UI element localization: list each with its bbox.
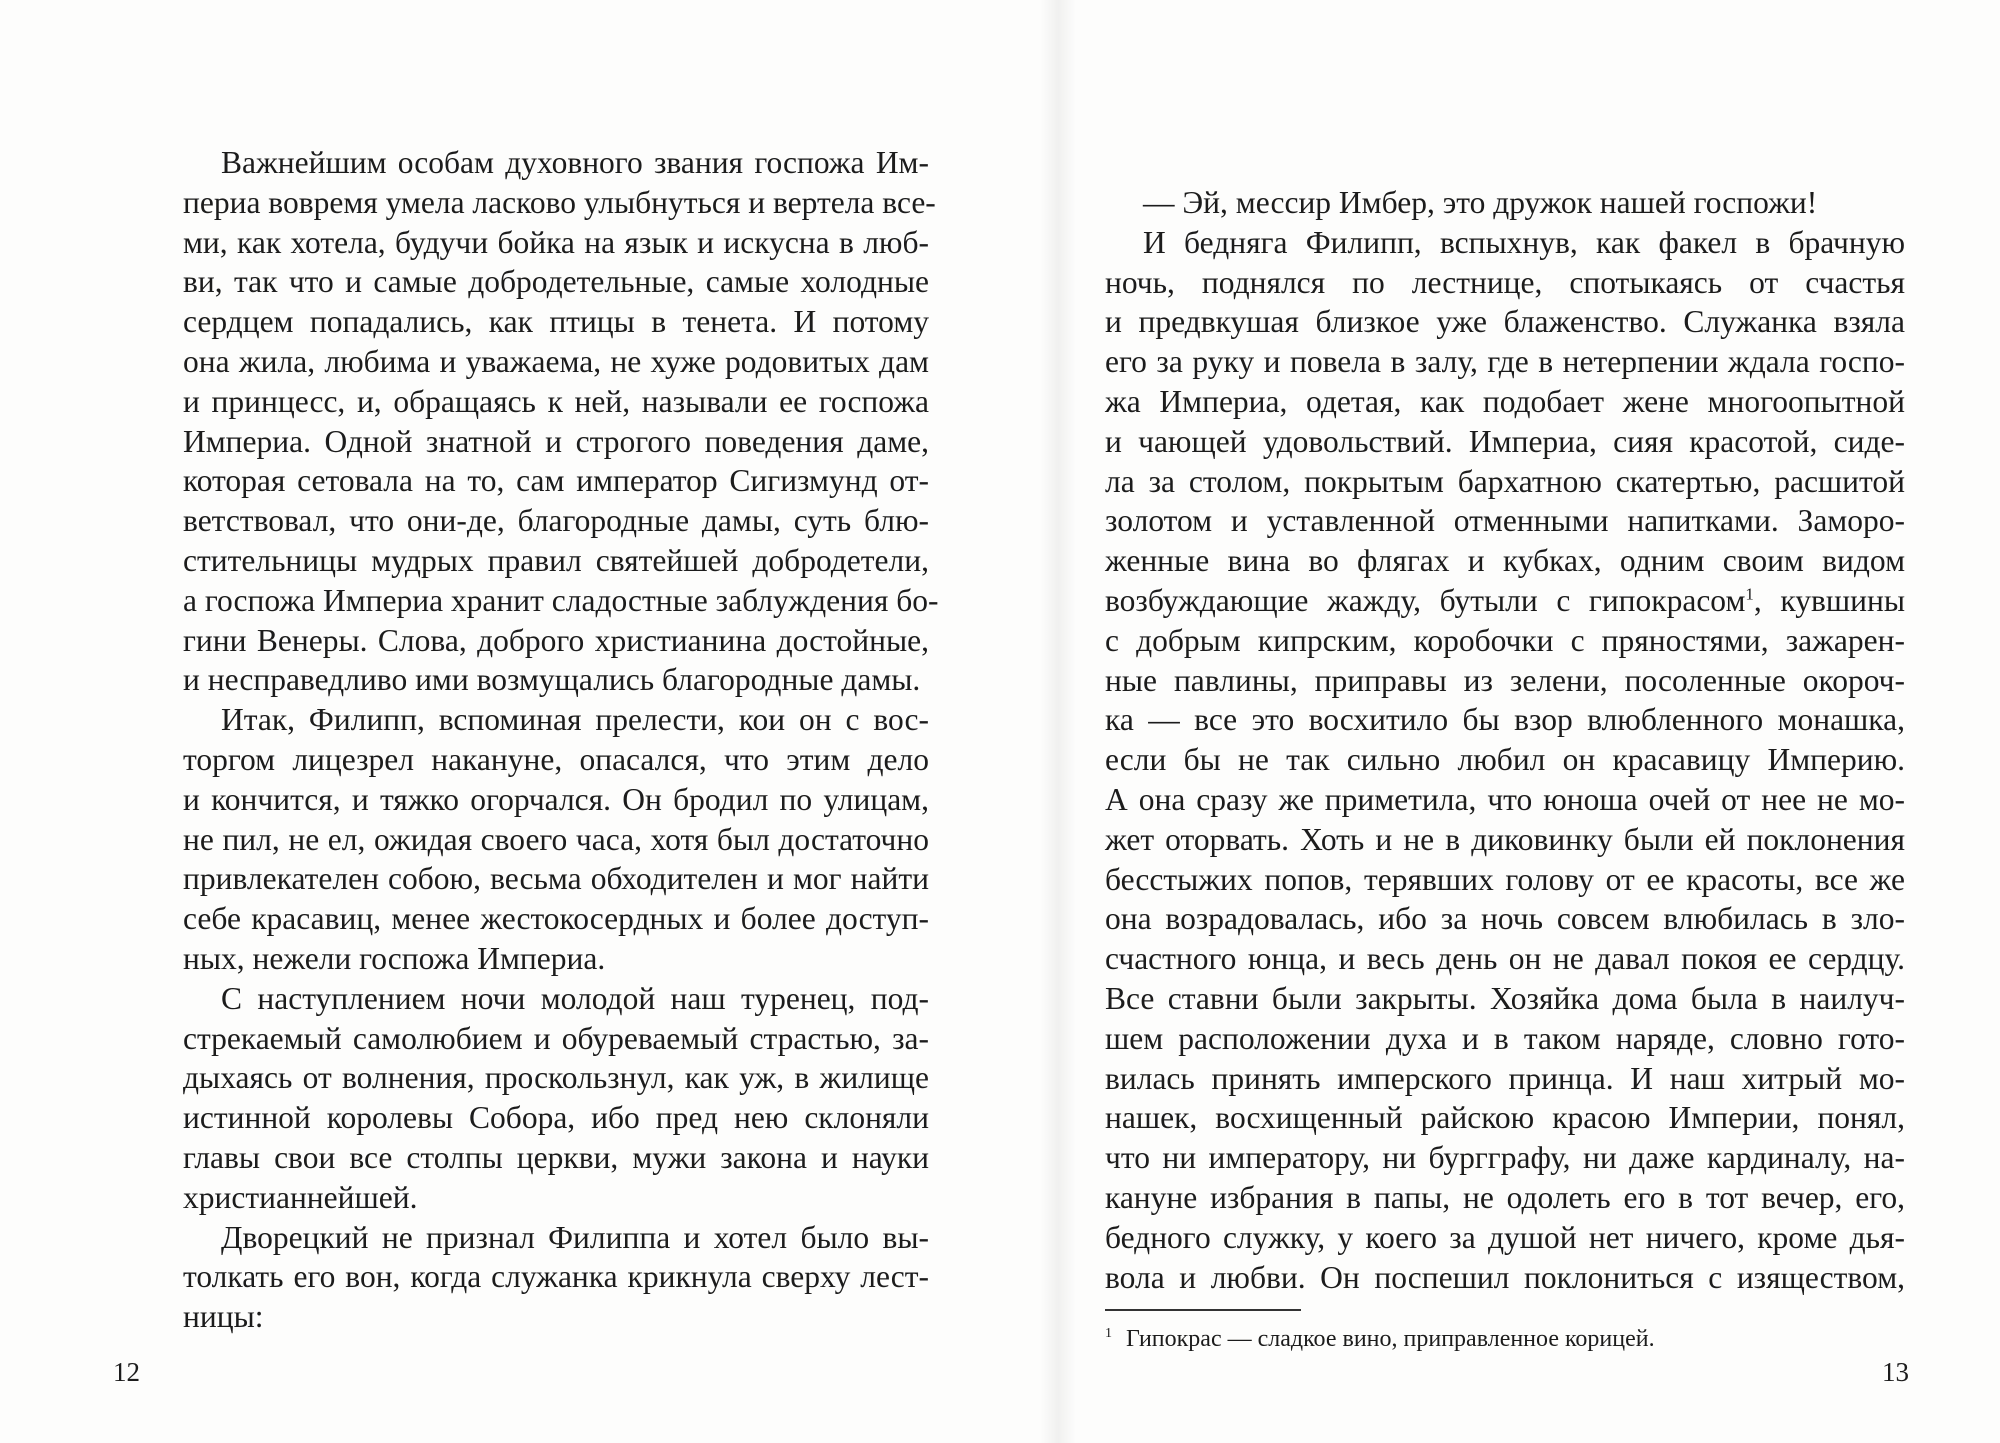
text-line: С наступлением ночи молодой наш туренец, под-: [221, 980, 929, 1016]
footnote-reference[interactable]: 1: [1745, 584, 1754, 604]
text-line: ла за столом, покрытым бархатною скатертью, расшитой: [1105, 463, 1905, 499]
text-line: Империа. Одной знатной и строгого поведения даме,: [183, 423, 929, 459]
text-line: что ни императору, ни бургграфу, ни даже кардиналу, на-: [1105, 1140, 1905, 1176]
text-line: она возрадовалась, ибо за ночь совсем влюбилась в зло-: [1105, 901, 1905, 937]
text-line: христианнейшей.: [183, 1179, 418, 1215]
paragraph: [1105, 223, 1905, 1298]
text-line: торгом лицезрел накануне, опасался, что этим дело: [183, 741, 929, 777]
text-line: бедного служку, у коего за душой нет ничего, кроме дья-: [1105, 1219, 1905, 1255]
text-line: истинной королевы Собора, ибо пред нею склоняли: [183, 1100, 929, 1136]
text-line: вилась принять имперского принца. И наш хитрый мо-: [1105, 1060, 1905, 1096]
paragraph: [183, 700, 929, 979]
text-line: ка — все это восхитило бы взор влюбленного монашка,: [1105, 702, 1905, 738]
paragraph: [183, 1218, 929, 1337]
text-line: ветствовал, что они-де, благородные дамы, суть блю-: [183, 503, 929, 539]
left-page-text: [183, 143, 939, 1337]
paragraph: [183, 979, 929, 1218]
text-line: привлекателен собою, весьма обходителен и мог найти: [183, 861, 929, 897]
text-fragment: , кувшины: [1753, 582, 1905, 618]
text-line: и предвкушая близкое уже блаженство. Служанка взяла: [1105, 304, 1905, 340]
text-line: сердцем попадались, как птицы в тенета. И потому: [183, 304, 929, 340]
text-line: Итак, Филипп, вспоминая прелести, кои он с вос-: [221, 702, 929, 738]
text-line: она жила, любима и уважаема, не хуже родовитых дам: [183, 343, 929, 379]
text-line: главы свои все столпы церкви, мужи закона и науки: [183, 1139, 929, 1175]
text-line: стрекаемый самолюбием и обуреваемый страстью, за-: [183, 1020, 929, 1056]
text-line-with-footnote: [1105, 581, 1905, 621]
text-line: с добрым кипрским, коробочки с пряностями, зажарен-: [1105, 622, 1905, 658]
text-line: и чающей удовольствий. Империа, сияя красотой, сиде-: [1105, 423, 1905, 459]
text-line: ные павлины, приправы из зелени, посоленные окороч-: [1105, 662, 1905, 698]
footnote-mark: 1: [1105, 1326, 1112, 1341]
page-number: 12: [113, 1357, 140, 1387]
text-line: золотом и уставленной отменными напитками. Заморо-: [1105, 503, 1905, 539]
text-line: не пил, не ел, ожидая своего часа, хотя был достаточно: [183, 821, 929, 857]
text-line: гини Венеры. Слова, доброго христианина достойные,: [183, 622, 929, 658]
text-line: толкать его вон, когда служанка крикнула сверху лест-: [183, 1259, 929, 1295]
text-line: а госпожа Империа хранит сладостные заблуждения бо-: [183, 582, 939, 618]
text-line: ми, как хотела, будучи бойка на язык и искусна в люб-: [183, 224, 929, 260]
text-line: ных, нежели госпожа Империа.: [183, 940, 606, 976]
text-line: кануне избрания в папы, не одолеть его в тот вечер, его,: [1105, 1179, 1905, 1215]
text-line: и несправедливо ими возмущались благородные дамы.: [183, 662, 921, 698]
text-line: периа вовремя умела ласково улыбнуться и вертела все-: [183, 184, 936, 220]
text-line: женные вина во флягах и кубках, одним своим видом: [1105, 543, 1905, 579]
text-line: счастного юнца, и весь день он не давал покоя ее сердцу.: [1105, 941, 1905, 977]
footnote-divider: [1105, 1309, 1301, 1311]
text-line: и кончится, и тяжко огорчался. Он бродил по улицам,: [183, 781, 929, 817]
text-line: ницы:: [183, 1299, 264, 1335]
text-line: жет оторвать. Хоть и не в диковинку были ей поклонения: [1105, 821, 1905, 857]
text-line: ви, так что и самые добродетельные, самые холодные: [183, 264, 929, 300]
text-line: если бы не так сильно любил он красавицу Империю.: [1105, 742, 1905, 778]
paragraph: [183, 143, 939, 700]
text-line: Дворецкий не признал Филиппа и хотел было вы-: [221, 1219, 929, 1255]
text-line: шем расположении духа и в таком наряде, словно гото-: [1105, 1020, 1905, 1056]
text-line: себе красавиц, менее жестокосердных и более доступ-: [183, 901, 929, 937]
text-line: — Эй, мессир Имбер, это дружок нашей госпожи!: [1143, 185, 1818, 220]
text-line: бесстыжих попов, терявших голову от ее красоты, все же: [1105, 861, 1905, 897]
text-line: Все ставни были закрыты. Хозяйка дома была в наилуч-: [1105, 980, 1905, 1016]
right-page: [1065, 0, 2000, 1443]
text-line: нашек, восхищенный райскою красою Империи, понял,: [1105, 1100, 1905, 1136]
text-line: жа Империа, одетая, как подобает жене многоопытной: [1105, 383, 1905, 419]
footnote-text: Гипокрас — сладкое вино, приправленное корицей.: [1126, 1326, 1655, 1352]
paragraph: [1105, 183, 1905, 223]
text-line: Важнейшим особам духовного звания госпожа Им-: [221, 145, 929, 180]
text-line: И бедняга Филипп, вспыхнув, как факел в брачную: [1143, 224, 1905, 260]
text-line: его за руку и повела в залу, где в нетерпении ждала госпо-: [1105, 344, 1905, 380]
text-line: дыхаясь от волнения, проскользнул, как уж, в жилище: [183, 1060, 929, 1096]
text-line: которая сетовала на то, сам император Сигизмунд от-: [183, 463, 929, 499]
text-line: ночь, поднялся по лестнице, спотыкаясь от счастья: [1105, 264, 1905, 300]
text-line: и принцесс, и, обращаясь к ней, называли ее госпожа: [183, 383, 929, 419]
footnote: [1105, 1318, 1655, 1355]
page-number: 13: [1882, 1357, 1909, 1387]
text-line: А она сразу же приметила, что юноша очей от нее не мо-: [1105, 781, 1905, 817]
text-line: стительницы мудрых правил святейшей добродетели,: [183, 542, 929, 578]
text-fragment: возбуждающие жажду, бутыли с гипокрасом: [1105, 582, 1746, 618]
right-page-text: [1105, 183, 1905, 1297]
text-line: вола и любви. Он поспешил поклониться с изяществом,: [1105, 1259, 1905, 1295]
